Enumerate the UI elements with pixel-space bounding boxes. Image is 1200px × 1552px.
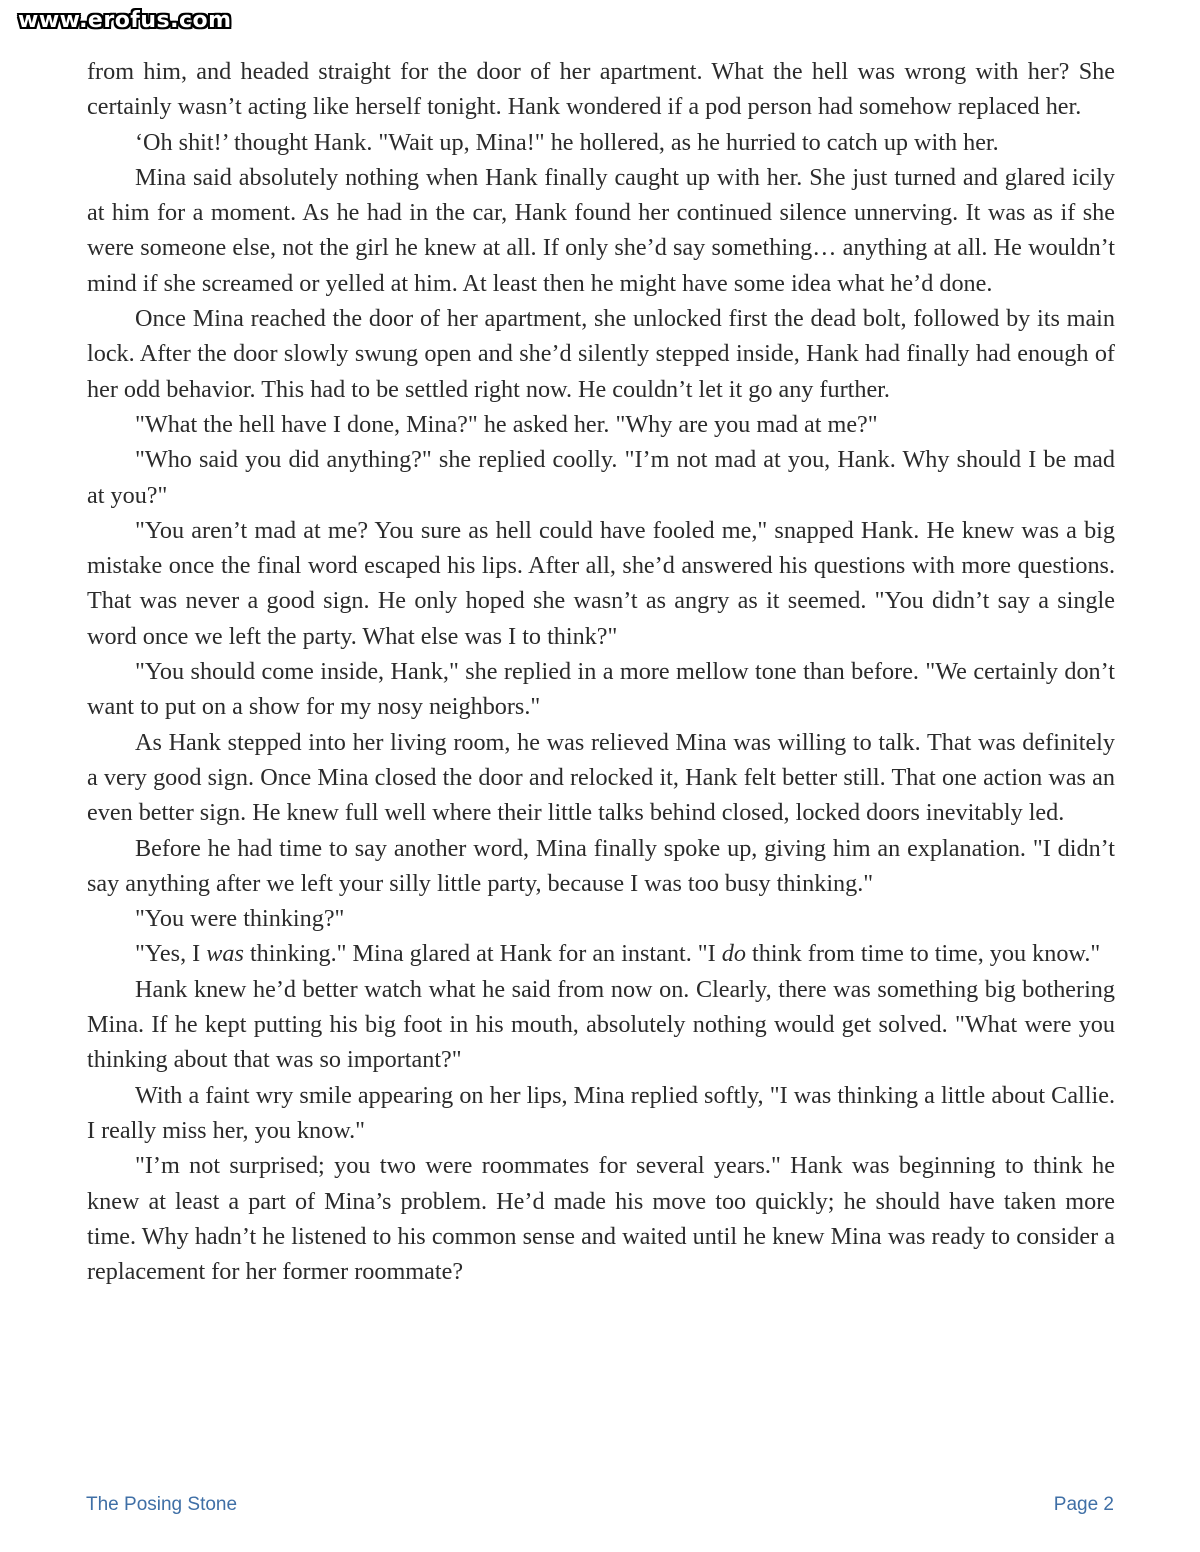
paragraph-segment: think from time to time, you know." bbox=[745, 940, 1101, 968]
paragraph-segment: "Yes, I bbox=[135, 940, 207, 968]
paragraph: Before he had time to say another word, Mina finally spoke up, giving him an explanation. "I didn’t say anything after we left your silly little party, because I was too busy thinking." bbox=[87, 834, 1115, 897]
paragraph: "I’m not surprised; you two were roommates for several years." Hank was beginning to think he knew at least a part of Mina’s problem. He’d made his move too quickly; he should have taken more time. Why hadn’t he listened to his common sense and waited until he knew Mina was ready to consider a replacement for her former roommate? bbox=[87, 1152, 1115, 1286]
paragraph-segment: thinking." Mina glared at Hank for an instant. "I bbox=[243, 940, 722, 968]
paragraph: As Hank stepped into her living room, he was relieved Mina was willing to talk. That was definitely a very good sign. Once Mina closed the door and relocked it, Hank felt better still. That one action was an even better sign. He knew full well where their little talks behind closed, locked doors inevitably led. bbox=[87, 728, 1115, 827]
paragraph: "What the hell have I done, Mina?" he asked her. "Why are you mad at me?" bbox=[135, 410, 878, 438]
paragraph bbox=[87, 936, 1115, 971]
paragraph: ‘Oh shit!’ thought Hank. "Wait up, Mina!" he hollered, as he hurried to catch up with her. bbox=[135, 128, 999, 156]
paragraph: "Who said you did anything?" she replied coolly. "I’m not mad at you, Hank. Why should I be mad at you?" bbox=[87, 446, 1115, 509]
emphasis-text: do bbox=[721, 940, 746, 968]
paragraph: Mina said absolutely nothing when Hank finally caught up with her. She just turned and glared icily at him for a moment. As he had in the car, Hank found her continued silence unnerving. It was as if she were someone else, not the girl he knew at all. If only she’d say something… anything at all. He wouldn’t mind if she screamed or yelled at him. At least then he might have some idea what he’d done. bbox=[87, 163, 1115, 297]
footer-book-title: The Posing Stone bbox=[86, 1494, 238, 1515]
paragraph: Once Mina reached the door of her apartment, she unlocked first the dead bolt, followed by its main lock. After the door slowly swung open and she’d silently stepped inside, Hank had finally had enough of her odd behavior. This had to be settled right now. He couldn’t let it go any further. bbox=[87, 305, 1115, 403]
paragraph: from him, and headed straight for the door of her apartment. What the hell was wrong with her? She certainly wasn’t acting like herself tonight. Hank wondered if a pod person had somehow replaced her. bbox=[87, 58, 1115, 121]
paragraph: "You aren’t mad at me? You sure as hell could have fooled me," snapped Hank. He knew was a big mistake once the final word escaped his lips. After all, she’d answered his questions with more questions. That was never a good sign. He only hoped she wasn’t as angry as it seemed. "You didn’t say a single word once we left the party. What else was I to think?" bbox=[87, 516, 1115, 650]
footer-page-number: Page 2 bbox=[1053, 1494, 1114, 1515]
paragraph: Hank knew he’d better watch what he said from now on. Clearly, there was something big bothering Mina. If he kept putting his big foot in his mouth, absolutely nothing would get solved. "What were you thinking about that was so important?" bbox=[87, 975, 1115, 1074]
paragraph: With a faint wry smile appearing on her lips, Mina replied softly, "I was thinking a little about Callie. I really miss her, you know." bbox=[87, 1081, 1115, 1144]
paragraph: "You were thinking?" bbox=[135, 905, 345, 933]
story-body bbox=[87, 54, 1115, 1289]
paragraph: "You should come inside, Hank," she replied in a more mellow tone than before. "We certainly don’t want to put on a show for my nosy neighbors." bbox=[87, 658, 1115, 721]
emphasis-text: was bbox=[206, 940, 244, 968]
watermark-text: www.erofus.com bbox=[18, 8, 232, 33]
